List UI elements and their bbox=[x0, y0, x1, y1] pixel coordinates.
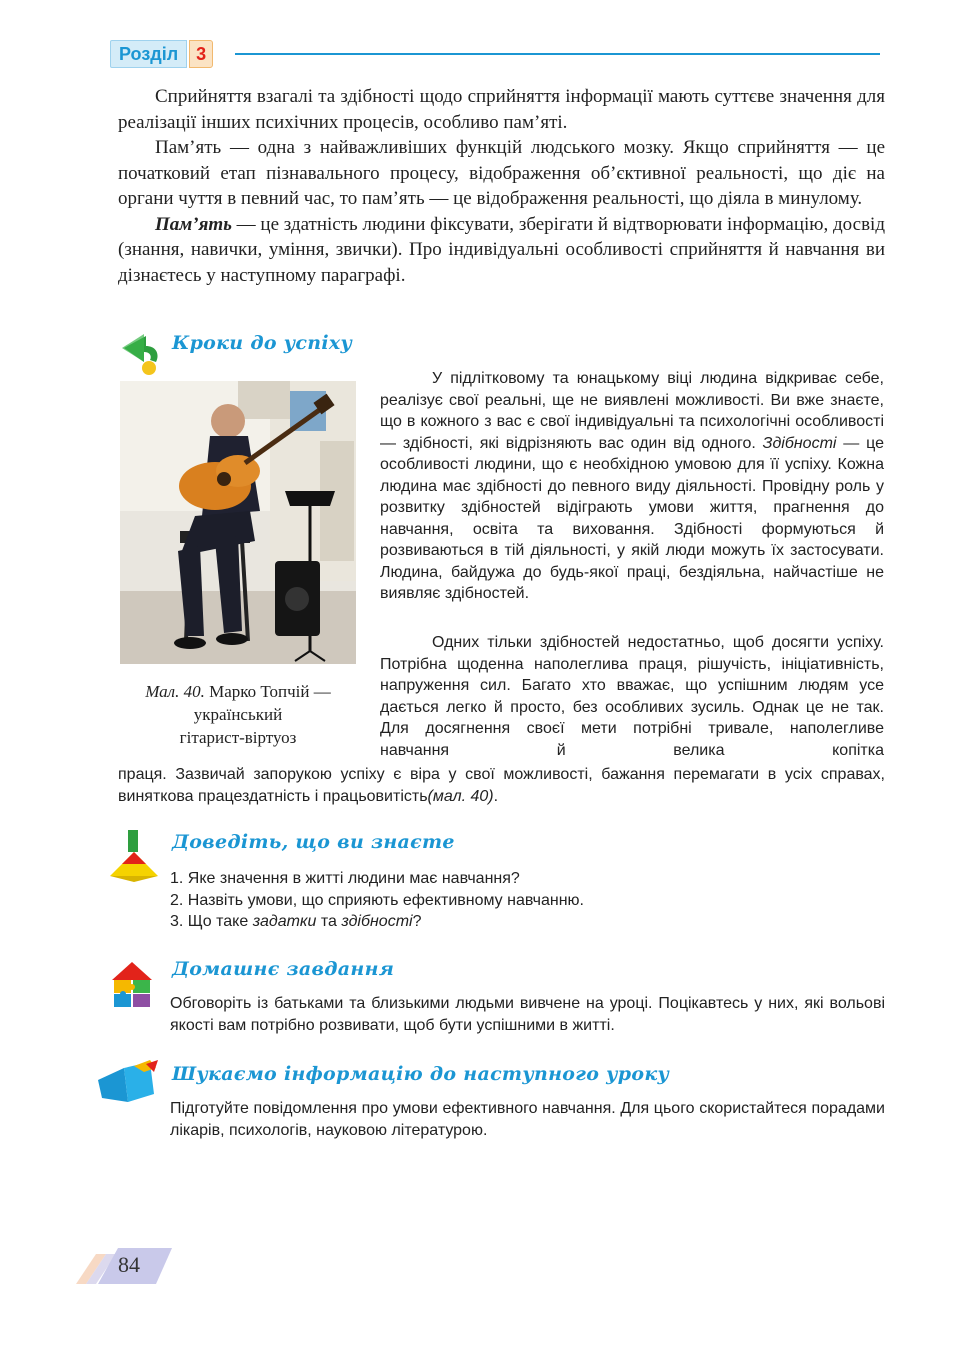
steps-paragraph-2-continued bbox=[118, 764, 885, 807]
figure-caption-line-1: Марко Топчій — bbox=[204, 682, 331, 701]
steps-paragraph-1-b: — це особливості людини, що є необхідною умовою для її успіху. Кожна людина має здібності до певного виду діяльності. Провідну роль у розвитку здібностей відіграють умови життя, прагнення до навчання, освіта та виховання. Здібності формуються й розвиваються в тій діяльності, у якій люди можуть їх застосувати. Людина, байдужа до будь-якої праці, бездіяльна, найчастіше не виявляє здібностей. bbox=[380, 434, 884, 602]
steps-title: Кроки до успіху bbox=[172, 332, 353, 354]
section-label: Розділ bbox=[110, 40, 187, 68]
intro-paragraph-2: Пам’ять — одна з найважливіших функцій людського мозку. Якщо сприйняття — це початковий етап пізнавального процесу, відображення об’єктивної реальності, що діє на органи чуття в певний час, то пам’ять — це відображення реальності, що діяла в минулому. bbox=[118, 137, 885, 209]
abilities-term: Здібності bbox=[762, 434, 837, 452]
intro-paragraph-3 bbox=[118, 212, 885, 289]
pyramid-icon bbox=[108, 830, 164, 886]
question-3-b: та bbox=[316, 913, 342, 930]
guitarist-photo bbox=[120, 381, 356, 664]
steps-paragraph-2-full: праця. Зазвичай запорукою успіху є віра у свої можливості, бажання перемагати в усіх справах, виняткова працездатність і працьовитість bbox=[118, 766, 885, 805]
page-number: 84 bbox=[118, 1252, 140, 1277]
homework-text: Обговоріть із батьками та близькими людьми вивчене на уроці. Поцікавтесь у них, які вольові якості вам потрібно розвивати, щоб бути успішними в житті. bbox=[170, 995, 885, 1034]
prove-title: Доведіть, що ви знаєте bbox=[172, 831, 455, 853]
intro-paragraph-1: Сприйняття взагалі та здібності щодо сприйняття інформації мають суттєве значення для реалізації інших психічних процесів, особливо пам’яті. bbox=[118, 86, 885, 133]
question-list bbox=[170, 868, 870, 933]
header-divider bbox=[235, 53, 880, 55]
abilities-term-2: здібності bbox=[341, 913, 413, 930]
search-text: Підготуйте повідомлення про умови ефективного навчання. Для цього скористайтеся порадами лікарів, психологів, науковою літературою. bbox=[170, 1100, 885, 1139]
inclinations-term: задатки bbox=[252, 913, 317, 930]
memory-term: Пам’ять bbox=[155, 213, 232, 235]
puzzle-house-icon bbox=[108, 958, 156, 1008]
section-number: 3 bbox=[189, 40, 213, 68]
green-arrow-icon bbox=[116, 330, 162, 376]
question-3 bbox=[170, 911, 870, 933]
question-2: 2. Назвіть умови, що сприяють ефективному навчанню. bbox=[170, 891, 584, 909]
figure-label: Мал. 40. bbox=[145, 682, 205, 701]
question-3-a: 3. Що таке bbox=[170, 913, 253, 930]
steps-paragraph-1 bbox=[380, 368, 884, 605]
figure-caption-line-2: український bbox=[193, 705, 283, 724]
memory-definition: — це здатність людини фіксувати, зберігати й відтворювати інформацію, досвід (знання, навички, уміння, звички). Про індивідуальні особливості сприйняття й навчання ви дізнаєтесь у наступному параграфі. bbox=[118, 213, 885, 286]
search-title: Шукаємо інформацію до наступного уроку bbox=[172, 1063, 670, 1085]
open-book-icon bbox=[94, 1058, 162, 1108]
intro-text bbox=[118, 84, 885, 288]
steps-paragraph-2-col: Одних тільки здібностей недостатньо, щоб досягти успіху. Потрібна щоденна наполеглива праця, рішучість, ініціативність, напруження сил. Багато хто вважає, що успішним людям усе дається легко й просто, без особливих зусиль. Однак це не так. Для досягнення своєї мети потрібні тривале, наполегливе навчання й велика копітка bbox=[380, 634, 884, 759]
steps-paragraph-2-end: . bbox=[493, 787, 499, 805]
figure-caption bbox=[120, 680, 356, 749]
figure-caption-line-3: гітарист-віртуоз bbox=[179, 728, 297, 747]
section-tab bbox=[110, 40, 213, 68]
steps-paragraph-2 bbox=[380, 632, 884, 761]
question-3-c: ? bbox=[412, 913, 422, 930]
question-1: 1. Яке значення в житті людини має навчання? bbox=[170, 870, 520, 887]
homework-title: Домашнє завдання bbox=[172, 958, 395, 980]
steps-paragraph-1-a: У підлітковому та юнацькому віці людина відкриває себе, реалізує свої реальні, ще не виявлені можливості. Ви вже знаєте, що в кожного з вас є свої індивідуальні та психологічні особливості — здібності, які відрізняють вас один від одного. bbox=[380, 370, 884, 452]
figure-reference: (мал. 40) bbox=[427, 787, 494, 805]
